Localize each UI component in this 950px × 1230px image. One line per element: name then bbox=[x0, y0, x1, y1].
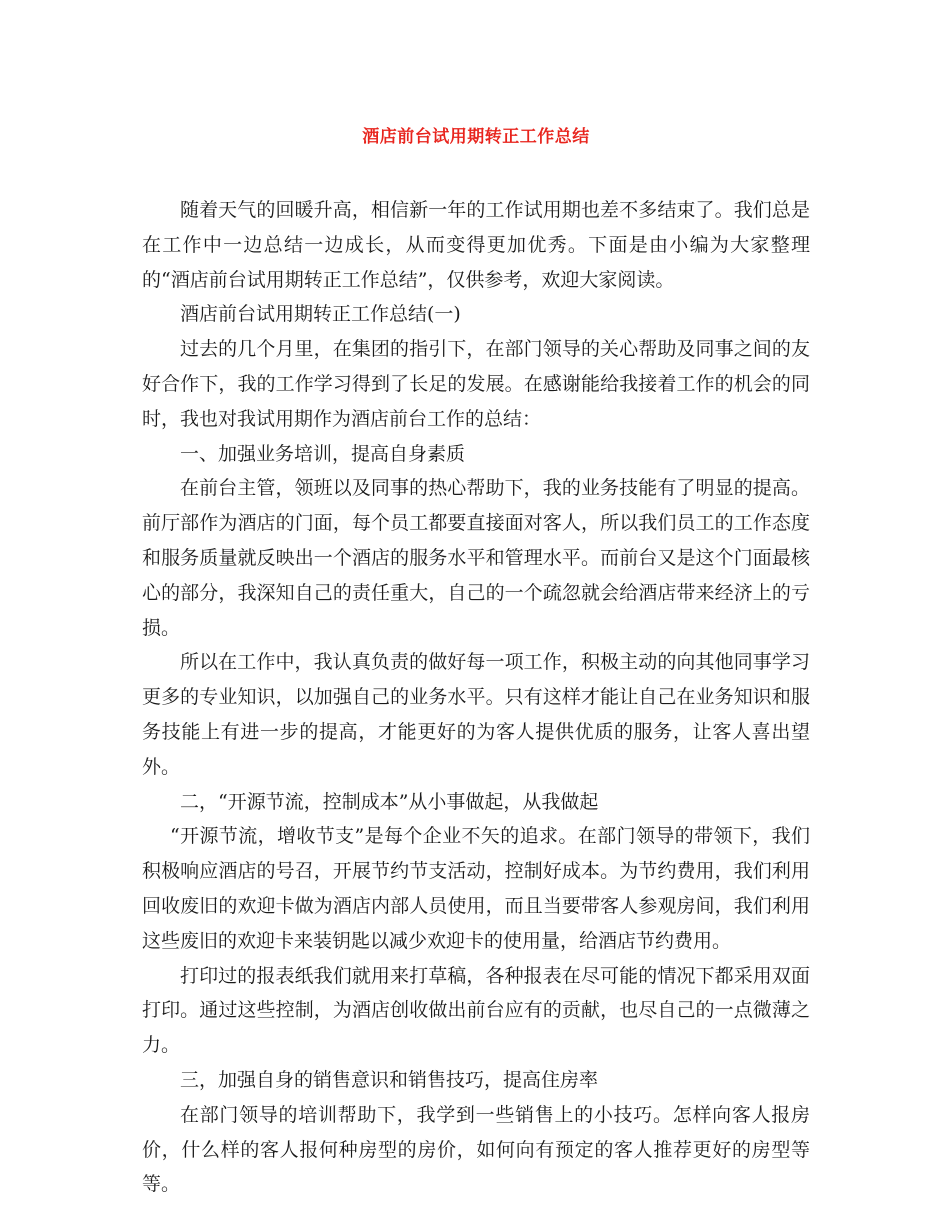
body-paragraph: 过去的几个月里，在集团的指引下，在部门领导的关心帮助及同事之间的友好合作下，我的工作学习得到了长足的发展。在感谢能给我接着工作的机会的同时，我也对我试用期作为酒店前台工作的总结： bbox=[142, 338, 810, 430]
section-heading-1: 一、加强业务培训，提高自身素质 bbox=[180, 442, 466, 465]
intro-paragraph: 随着天气的回暖升高，相信新一年的工作试用期也差不多结束了。我们总是在工作中一边总结一边成长，从而变得更加优秀。下面是由小编为大家整理的“酒店前台试用期转正工作总结”，仅供参考，欢迎大家阅读。 bbox=[142, 199, 810, 291]
body-paragraph: 在前台主管，领班以及同事的热心帮助下，我的业务技能有了明显的提高。前厅部作为酒店的门面，每个员工都要直接面对客人，所以我们员工的工作态度和服务质量就反映出一个酒店的服务水平和管理水平。而前台又是这个门面最核心的部分，我深知自己的责任重大，自己的一个疏忽就会给酒店带来经济上的亏损。 bbox=[142, 477, 810, 639]
body-paragraph: 打印过的报表纸我们就用来打草稿，各种报表在尽可能的情况下都采用双面打印。通过这些控制，为酒店创收做出前台应有的贡献，也尽自己的一点微薄之力。 bbox=[142, 964, 810, 1057]
body-paragraph: 所以在工作中，我认真负责的做好每一项工作，积极主动的向其他同事学习更多的专业知识，以加强自己的业务水平。只有这样才能让自己在业务知识和服务技能上有进一步的提高，才能更好的为客人提供优质的服务，让客人喜出望外。 bbox=[142, 651, 810, 778]
document-title: 酒店前台试用期转正工作总结 bbox=[362, 127, 590, 147]
body-paragraph: 在部门领导的培训帮助下，我学到一些销售上的小技巧。怎样向客人报房价，什么样的客人报何种房型的房价，如何向有预定的客人推荐更好的房型等等。 bbox=[142, 1103, 810, 1196]
section-heading-2: 二，“开源节流，控制成本”从小事做起，从我做起 bbox=[180, 790, 599, 813]
document-body bbox=[142, 193, 810, 1202]
section-heading-part-one: 酒店前台试用期转正工作总结(一) bbox=[180, 303, 461, 326]
body-paragraph: “开源节流，增收节支”是每个企业不矢的追求。在部门领导的带领下，我们积极响应酒店的号召，开展节约节支活动，控制好成本。为节约费用，我们利用回收废旧的欢迎卡做为酒店内部人员使用，而且当要带客人参观房间，我们利用这些废旧的欢迎卡来装钥匙以减少欢迎卡的使用量，给酒店节约费用。 bbox=[142, 825, 810, 952]
section-heading-3: 三，加强自身的销售意识和销售技巧，提高住房率 bbox=[180, 1068, 599, 1091]
